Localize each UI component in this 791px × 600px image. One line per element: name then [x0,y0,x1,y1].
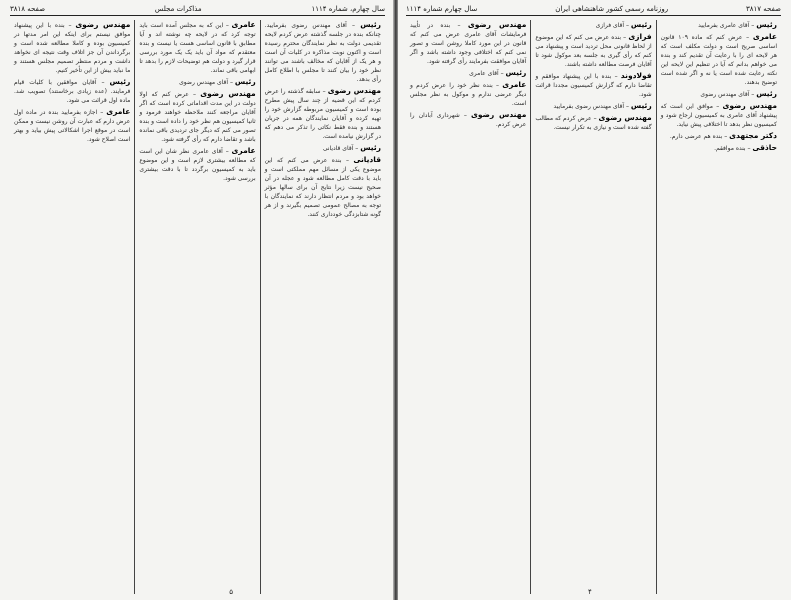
speech-text: آقای عامری [469,70,499,77]
speech-entry: مهندس رضوی – سابقه گذشته را عرض کردم که این قضیه از چند سال پیش مطرح بوده است و کمیسیون مربوطه گزارش خود را تهیه کرده و آقایان نمایندگان همه در جریان هستند و بنده فقط نکاتی را تذکر می دهم که در گزارش نیامده است. [264,86,381,140]
speaker-name: عامری [231,20,256,29]
left-column-3 [10,20,135,594]
right-column-3 [406,20,531,594]
speech-entry: عامری – اجازه بفرمایید بنده در ماده اول عرض دارم که عبارت آن روشن نیست و ممکن است در موقع اجرا اشکالاتی پیش بیاید و بهتر است اصلاح شود. [14,107,131,143]
speech-text: بنده موافقم. [714,145,746,152]
speech-text: بنده با این پیشنهاد موافق نیستم برای اینکه این امر مدتها در کمیسیون بوده و کاملا مطالعه شده است و برگرداندن آن جز اتلاف وقت نتیجه ای نخواهد داشت و مردم منتظر تصمیم مجلس هستند و ما نباید بیش از این تأخیر کنیم. [14,22,131,74]
speech-entry: مهندس رضوی – بنده با این پیشنهاد موافق نیستم برای اینکه این امر مدتها در کمیسیون بوده و کاملا مطالعه شده است و برگرداندن آن جز اتلاف وقت نتیجه ای نخواهد داشت و مردم منتظر تصمیم مجلس هستند و ما نباید بیش از این تأخیر کنیم. [14,20,131,74]
speech-text: آقای مهندس رضوی [700,91,750,98]
speaker-name: رئیس [630,101,652,110]
left-column-1 [261,20,385,594]
left-page-number: صفحه ۳۸۱۸ [10,4,46,13]
speech-text: شهرداری آبادان را عرض کردم. [410,112,527,128]
speech-text: بنده با این پیشنهاد موافقم و تقاضا دارم که گزارش کمیسیون مجددا قرائت شود. [535,73,652,98]
left-page-issue: سال چهارم، شماره ۱۱۱۴ [311,4,385,13]
speech-entry: فولادوند – بنده با این پیشنهاد موافقم و تقاضا دارم که گزارش کمیسیون مجددا قرائت شود. [535,71,652,98]
right-column-2 [531,20,656,594]
speech-text: بنده عرض می کنم که این موضوع از لحاظ قانونی محل تردید است و پیشنهاد می کنم که رأی گیری به جلسه بعد موکول شود تا آقایان فرصت مطالعه داشته باشند. [535,34,652,68]
speaker-name: رئیس [756,20,777,29]
speaker-name: قادیانی [353,155,381,164]
right-page-columns [406,20,781,594]
speaker-name: عامری [752,32,777,41]
speech-text: آقای عامری نظر شان این است که مطالعه بیشتری لازم است و این موضوع باید به کمیسیون برگردد تا با دقت بیشتری بررسی شود. [139,148,256,182]
right-page-number: صفحه ۳۸۱۷ [745,4,781,13]
speech-entry: رئیس – آقای عامری بفرمایید [698,20,777,29]
speaker-name: رئیس [109,77,131,86]
speaker-name: فرازی [628,32,652,41]
speaker-name: رئیس [234,77,256,86]
speech-entry: عامری – عرض کنم که ماده ۱۰۹ قانون اساسی صریح است و دولت مکلف است که هر لایحه ای را با رعایت آن تقدیم کند و بنده می خواهم بدانم که آیا در تنظیم این لایحه این نکته رعایت شده است یا نه و اگر شده است توضیح بدهند. [660,32,777,86]
speaker-name: رئیس [630,20,652,29]
speaker-name: دکتر مجتهدی [729,131,777,140]
speaker-name: عامری [231,146,256,155]
speech-entry: مهندس رضوی – بنده در تأیید فرمایشات آقای عامری عرض می کنم که قانون در این مورد کاملا روشن است و تصور نمی کنم که اختلافی وجود داشته باشد و اگر آقایان موافقت بفرمایند رأی گرفته شود. [410,20,527,65]
speech-entry: رئیس – آقای عامری [469,68,527,77]
speaker-name: رئیس [756,89,777,98]
left-page-folio: ۵ [229,588,233,596]
speech-text: عرض کنم که اولا دولت در این مدت اقداماتی کرده است که اگر آقایان مراجعه کنند ملاحظه خواهند فرمود و ثانیا کمیسیون هم نظر خود را داده است و بنده تصور می کنم که دیگر جای تردیدی باقی نمانده باشد و تقاضا دارم که رأی گرفته شود. [139,91,256,143]
speaker-name: عامری [106,107,131,116]
speech-text: آقای مهندس رضوی بفرمایید [553,103,625,110]
speaker-name: عامری [502,80,527,89]
left-column-2 [135,20,260,594]
speech-text: بنده هم عرضی دارم. [669,133,723,140]
speech-text: آقای مهندس رضوی بفرمایید. چنانکه بنده در جلسه گذشته عرض کردم لایحه تقدیمی دولت به نظر نمایندگان محترم رسیده است و اکنون نوبت مذاکره در کلیات آن است و هر یک از آقایان که مخالف باشند می توانند نظر خود را بیان کنند تا مجلس با اطلاع کامل رأی بدهد. [264,22,381,83]
speech-text: آقای عامری بفرمایید [698,22,750,29]
speaker-name: مهندس رضوی [598,113,652,122]
speech-entry: فرازی – بنده عرض می کنم که این موضوع از لحاظ قانونی محل تردید است و پیشنهاد می کنم که رأی گیری به جلسه بعد موکول شود تا آقایان فرصت مطالعه داشته باشند. [535,32,652,68]
speech-entry: حاذقی – بنده موافقم. [714,143,777,152]
speech-entry: رئیس – آقایان موافقین با کلیات قیام فرمایند. (عده زیادی برخاستند) تصویب شد. ماده اول قرائت می شود. [14,77,131,104]
speaker-name: مهندس رضوی [75,20,131,29]
speech-text: بنده عرض می کنم که این موضوع یکی از مسائل مهم مملکتی است و باید با دقت کامل مطالعه شود و عجله در آن صحیح نیست زیرا نتایج آن برای سالها مؤثر خواهد بود و مردم انتظار دارند که نمایندگان با توجه به مصالح عمومی تصمیم بگیرند و از هر گونه شتابزدگی خودداری کنند. [264,157,381,218]
speech-text: این که به مجلس آمده است باید توجه کرد که در لایحه چه نوشته اند و آیا مطابق با قانون اساسی هست یا نیست و بنده معتقدم که مواد آن باید یک یک مورد بررسی قرار گیرد و دولت هم توضیحات لازم را بدهد تا ابهامی باقی نماند. [139,22,256,74]
speaker-name: رئیس [505,68,527,77]
right-page-issue: سال چهارم شماره ۱۱۱۴ [406,4,478,13]
speech-entry: رئیس – آقای مهندس رضوی بفرمایید [553,101,652,110]
speech-entry: دکتر مجتهدی – بنده هم عرضی دارم. [669,131,777,140]
speaker-name: حاذقی [752,143,777,152]
speech-text: آقای مهندس رضوی [179,79,229,86]
speaker-name: مهندس رضوی [471,110,527,119]
speech-entry: مهندس رضوی – موافق این است که پیشنهاد آقای عامری به کمیسیون ارجاع شود و کمیسیون نظر بدهد تا اختلافی پیش نیاید. [660,101,777,128]
speech-text: آقایان موافقین با کلیات قیام فرمایند. (عده زیادی برخاستند) تصویب شد. ماده اول قرائت می شود. [14,79,131,104]
speech-text: عرض کنم که ماده ۱۰۹ قانون اساسی صریح است و دولت مکلف است که هر لایحه ای را با رعایت آن تقدیم کند و بنده می خواهم بدانم که آیا در تنظیم این لایحه این نکته رعایت شده است یا نه و اگر شده است توضیح بدهند. [660,34,777,86]
speech-entry: عامری – بنده نظر خود را عرض کردم و دیگر عرضی ندارم و موکول به نظر مجلس است. [410,80,527,107]
speech-entry: رئیس – آقای قادیانی [322,143,381,152]
speech-text: موافق این است که پیشنهاد آقای عامری به کمیسیون ارجاع شود و کمیسیون نظر بدهد تا اختلافی پیش نیاید. [660,103,777,128]
speech-entry: عامری – آقای عامری نظر شان این است که مطالعه بیشتری لازم است و این موضوع باید به کمیسیون برگردد تا با دقت بیشتری بررسی شود. [139,146,256,182]
right-column-1 [657,20,781,594]
speech-text: بنده در تأیید فرمایشات آقای عامری عرض می کنم که قانون در این مورد کاملا روشن است و تصور نمی کنم که اختلافی وجود داشته باشد و اگر آقایان موافقت بفرمایند رأی گرفته شود. [410,22,527,65]
speech-text: عرض کردم که مطالب گفته شده است و نیازی به تکرار نیست. [535,115,652,131]
right-page [398,0,791,600]
speech-entry: رئیس – آقای فرازی [595,20,652,29]
speech-text: بنده نظر خود را عرض کردم و دیگر عرضی ندارم و موکول به نظر مجلس است. [410,82,527,107]
right-page-header [406,2,781,16]
right-page-folio: ۴ [588,588,592,596]
speech-entry: عامری – این که به مجلس آمده است باید توجه کرد که در لایحه چه نوشته اند و آیا مطابق با قانون اساسی هست یا نیست و بنده معتقدم که مواد آن باید یک یک مورد بررسی قرار گیرد و دولت هم توضیحات لازم را بدهد تا ابهامی باقی نماند. [139,20,256,74]
left-page-columns [10,20,385,594]
speaker-name: رئیس [360,20,381,29]
speaker-name: رئیس [360,143,381,152]
left-page [0,0,393,600]
speech-entry: مهندس رضوی – عرض کنم که اولا دولت در این مدت اقداماتی کرده است که اگر آقایان مراجعه کنند ملاحظه خواهند فرمود و ثانیا کمیسیون هم نظر خود را داده است و بنده تصور می کنم که دیگر جای تردیدی باقی نمانده باشد و تقاضا دارم که رأی گرفته شود. [139,89,256,143]
speech-entry: رئیس – آقای مهندس رضوی بفرمایید. چنانکه بنده در جلسه گذشته عرض کردم لایحه تقدیمی دولت به نظر نمایندگان محترم رسیده است و اکنون نوبت مذاکره در کلیات آن است و هر یک از آقایان که مخالف باشند می توانند نظر خود را بیان کنند تا مجلس با اطلاع کامل رأی بدهد. [264,20,381,83]
speech-entry: قادیانی – بنده عرض می کنم که این موضوع یکی از مسائل مهم مملکتی است و باید با دقت کامل مطالعه شود و عجله در آن صحیح نیست زیرا نتایج آن برای سالها مؤثر خواهد بود و مردم انتظار دارند که نمایندگان با توجه به مصالح عمومی تصمیم بگیرند و از هر گونه شتابزدگی خودداری کنند. [264,155,381,218]
speaker-name: مهندس رضوی [200,89,256,98]
speech-text: سابقه گذشته را عرض کردم که این قضیه از چند سال پیش مطرح بوده است و کمیسیون مربوطه گزارش خود را تهیه کرده و آقایان نمایندگان همه در جریان هستند و بنده فقط نکاتی را تذکر می دهم که در گزارش نیامده است. [264,88,381,140]
left-page-section: مذاکرات مجلس [154,4,202,13]
speaker-name: مهندس رضوی [722,101,777,110]
speech-entry: مهندس رضوی – شهرداری آبادان را عرض کردم. [410,110,527,128]
speech-entry: رئیس – آقای مهندس رضوی [179,77,256,86]
right-page-section: روزنامه رسمی کشور شاهنشاهی ایران [555,4,669,13]
speaker-name: فولادوند [620,71,652,80]
speech-text: آقای قادیانی [322,145,354,152]
speech-entry: رئیس – آقای مهندس رضوی [700,89,777,98]
speaker-name: مهندس رضوی [327,86,381,95]
speech-entry: مهندس رضوی – عرض کردم که مطالب گفته شده است و نیازی به تکرار نیست. [535,113,652,131]
speech-text: اجازه بفرمایید بنده در ماده اول عرض دارم که عبارت آن روشن نیست و ممکن است در موقع اجرا اشکالاتی پیش بیاید و بهتر است اصلاح شود. [14,109,131,143]
speaker-name: مهندس رضوی [467,20,527,29]
left-page-header [10,2,385,16]
speech-text: آقای فرازی [595,22,625,29]
